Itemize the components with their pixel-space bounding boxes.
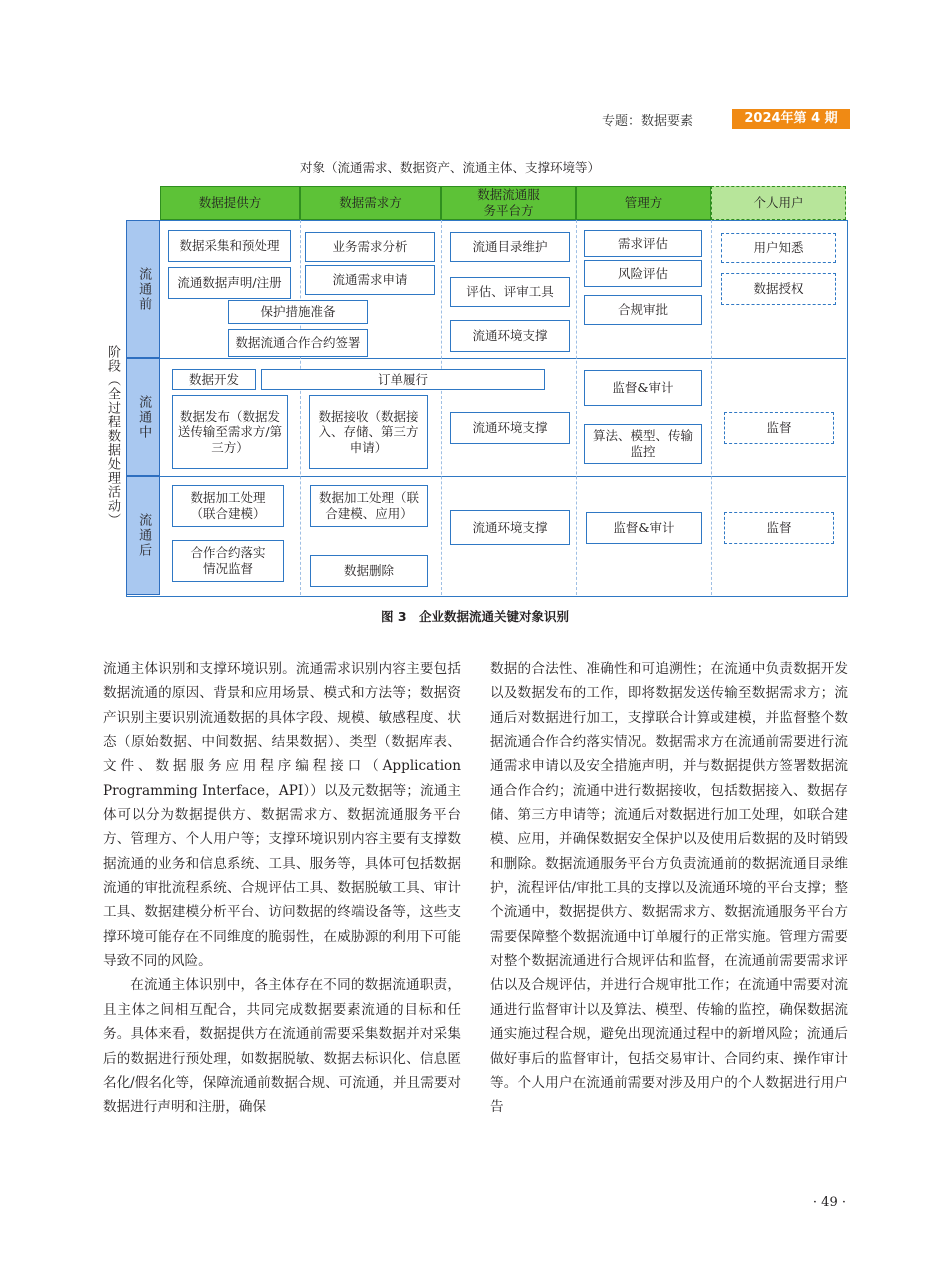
pre-manager-box: 风险评估 [584, 260, 702, 287]
post-manager-box: 监督&审计 [586, 512, 702, 544]
row-divider [126, 476, 846, 477]
mid-order-box: 订单履行 [261, 369, 545, 390]
mid-provider-dev-box: 数据开发 [172, 369, 256, 390]
body-column-right [490, 657, 848, 1120]
post-provider-box: 合作合约落实情况监督 [172, 540, 284, 582]
pre-platform-box: 评估、评审工具 [450, 277, 570, 307]
column-header-demander: 数据需求方 [300, 186, 441, 220]
pre-provider-span-box: 保护措施准备 [228, 300, 368, 324]
pre-user-box: 数据授权 [721, 273, 836, 305]
pre-manager-box: 合规审批 [584, 295, 702, 325]
post-demander-box: 数据删除 [310, 555, 428, 587]
mid-provider-box: 数据发布（数据发送传输至需求方/第三方） [172, 395, 288, 469]
paragraph: 流通主体识别和支撑环境识别。流通需求识别内容主要包括数据流通的原因、背景和应用场景、模式和方法等；数据资产识别主要识别流通数据的具体字段、规模、敏感程度、状态（原始数据、中间数据、结果数据）、类型（数据库表、文件、数据服务应用程序编程接口（Application Programming Interface，API））以及元数据等；流通主体可以分为数据提供方、数据需求方、数据流通服务平台方、管理方、个人用户等；支撑环境识别内容主要有支撑数据流通的业务和信息系统、工具、服务等，具体可包括数据流通的审批流程系统、合规评估工具、数据脱敏工具、审计工具、数据建模分析平台、访问数据的终端设备等，这些支撑环境可能存在不同维度的脆弱性，在威胁源的利用下可能导致不同的风险。 [103, 661, 461, 970]
pre-provider-box: 流通数据声明/注册 [168, 267, 291, 299]
post-user-box: 监督 [724, 512, 834, 544]
column-divider [711, 220, 712, 595]
stage-pre: 流通前 [126, 220, 160, 358]
pre-user-box: 用户知悉 [721, 233, 836, 263]
stage-axis-label: 阶段（全过程数据处理活动） [105, 345, 120, 527]
stage-post: 流通后 [126, 476, 160, 595]
pre-provider-span-box: 数据流通合作合约签署 [228, 329, 368, 357]
pre-demander-box: 业务需求分析 [305, 232, 435, 262]
post-platform-box: 流通环境支撑 [450, 510, 570, 545]
paragraph: 在流通主体识别中，各主体存在不同的数据流通职责，且主体之间相互配合，共同完成数据要素流通的目标和任务。具体来看，数据提供方在流通前需要采集数据并对采集后的数据进行预处理，如数据脱敏、数据去标识化、信息匿名化/假名化等，保障流通前数据合规、可流通，并且需要对数据进行声明和注册，确保 [103, 977, 462, 1116]
pre-platform-box: 流通目录维护 [450, 232, 570, 262]
mid-manager-box: 算法、模型、传输监控 [584, 424, 702, 464]
page-number: · 49 · [812, 1195, 846, 1210]
pre-manager-box: 需求评估 [584, 230, 702, 257]
pre-platform-box: 流通环境支撑 [450, 320, 570, 352]
column-header-platform: 数据流通服务平台方 [441, 186, 576, 220]
column-divider [300, 220, 301, 595]
paragraph: 数据的合法性、准确性和可追溯性；在流通中负责数据开发以及数据发布的工作，即将数据发送传输至数据需求方；流通后对数据进行加工，支撑联合计算或建模，并监督整个数据流通合作合约落实情况。数据需求方在流通前需要进行流通需求申请以及安全措施声明，并与数据提供方签署数据流通合作合约；流通中进行数据接收，包括数据接入、数据存储、第三方申请等；流通后对数据进行加工处理，如联合建模、应用，并确保数据安全保护以及使用后数据的及时销毁和删除。数据流通服务平台方负责流通前的数据流通目录维护，流程评估/审批工具的支撑以及流通环境的平台支撑；整个流通中，数据提供方、数据需求方、数据流通服务平台方需要保障整个数据流通中订单履行的正常实施。管理方需要对整个数据流通进行合规评估和监督，在流通前需要需求评估以及合规评估，并进行合规审批工作；在流通中需要对流通进行监督审计以及算法、模型、传输的监控，确保数据流通实施过程合规，避免出现流通过程中的新增风险；流通后做好事后的监督审计，包括交易审计、合同约束、操作审计等。个人用户在流通前需要对涉及用户的个人数据进行用户告 [490, 661, 849, 1116]
pre-provider-box: 数据采集和预处理 [168, 230, 291, 262]
mid-platform-box: 流通环境支撑 [450, 412, 570, 444]
column-header-user: 个人用户 [711, 186, 846, 220]
header-issue-badge: 2024年第 4 期 [732, 109, 850, 129]
figure-caption: 图 3 企业数据流通关键对象识别 [380, 609, 570, 624]
mid-user-box: 监督 [724, 412, 834, 444]
mid-manager-box: 监督&审计 [584, 370, 702, 406]
object-title: 对象（流通需求、数据资产、流通主体、支撑环境等） [299, 160, 600, 175]
post-provider-box: 数据加工处理（联合建模） [172, 485, 284, 527]
column-header-provider: 数据提供方 [160, 186, 300, 220]
row-divider [126, 358, 846, 359]
post-demander-box: 数据加工处理（联合建模、应用） [310, 485, 428, 527]
column-header-manager: 管理方 [576, 186, 711, 220]
column-divider [576, 220, 577, 595]
header-topic: 专题：数据要素 [602, 114, 694, 129]
pre-demander-box: 流通需求申请 [305, 265, 435, 295]
stage-mid: 流通中 [126, 358, 160, 476]
body-column-left [103, 657, 461, 1120]
mid-demander-box: 数据接收（数据接入、存储、第三方申请） [309, 395, 428, 469]
column-divider [441, 220, 442, 595]
